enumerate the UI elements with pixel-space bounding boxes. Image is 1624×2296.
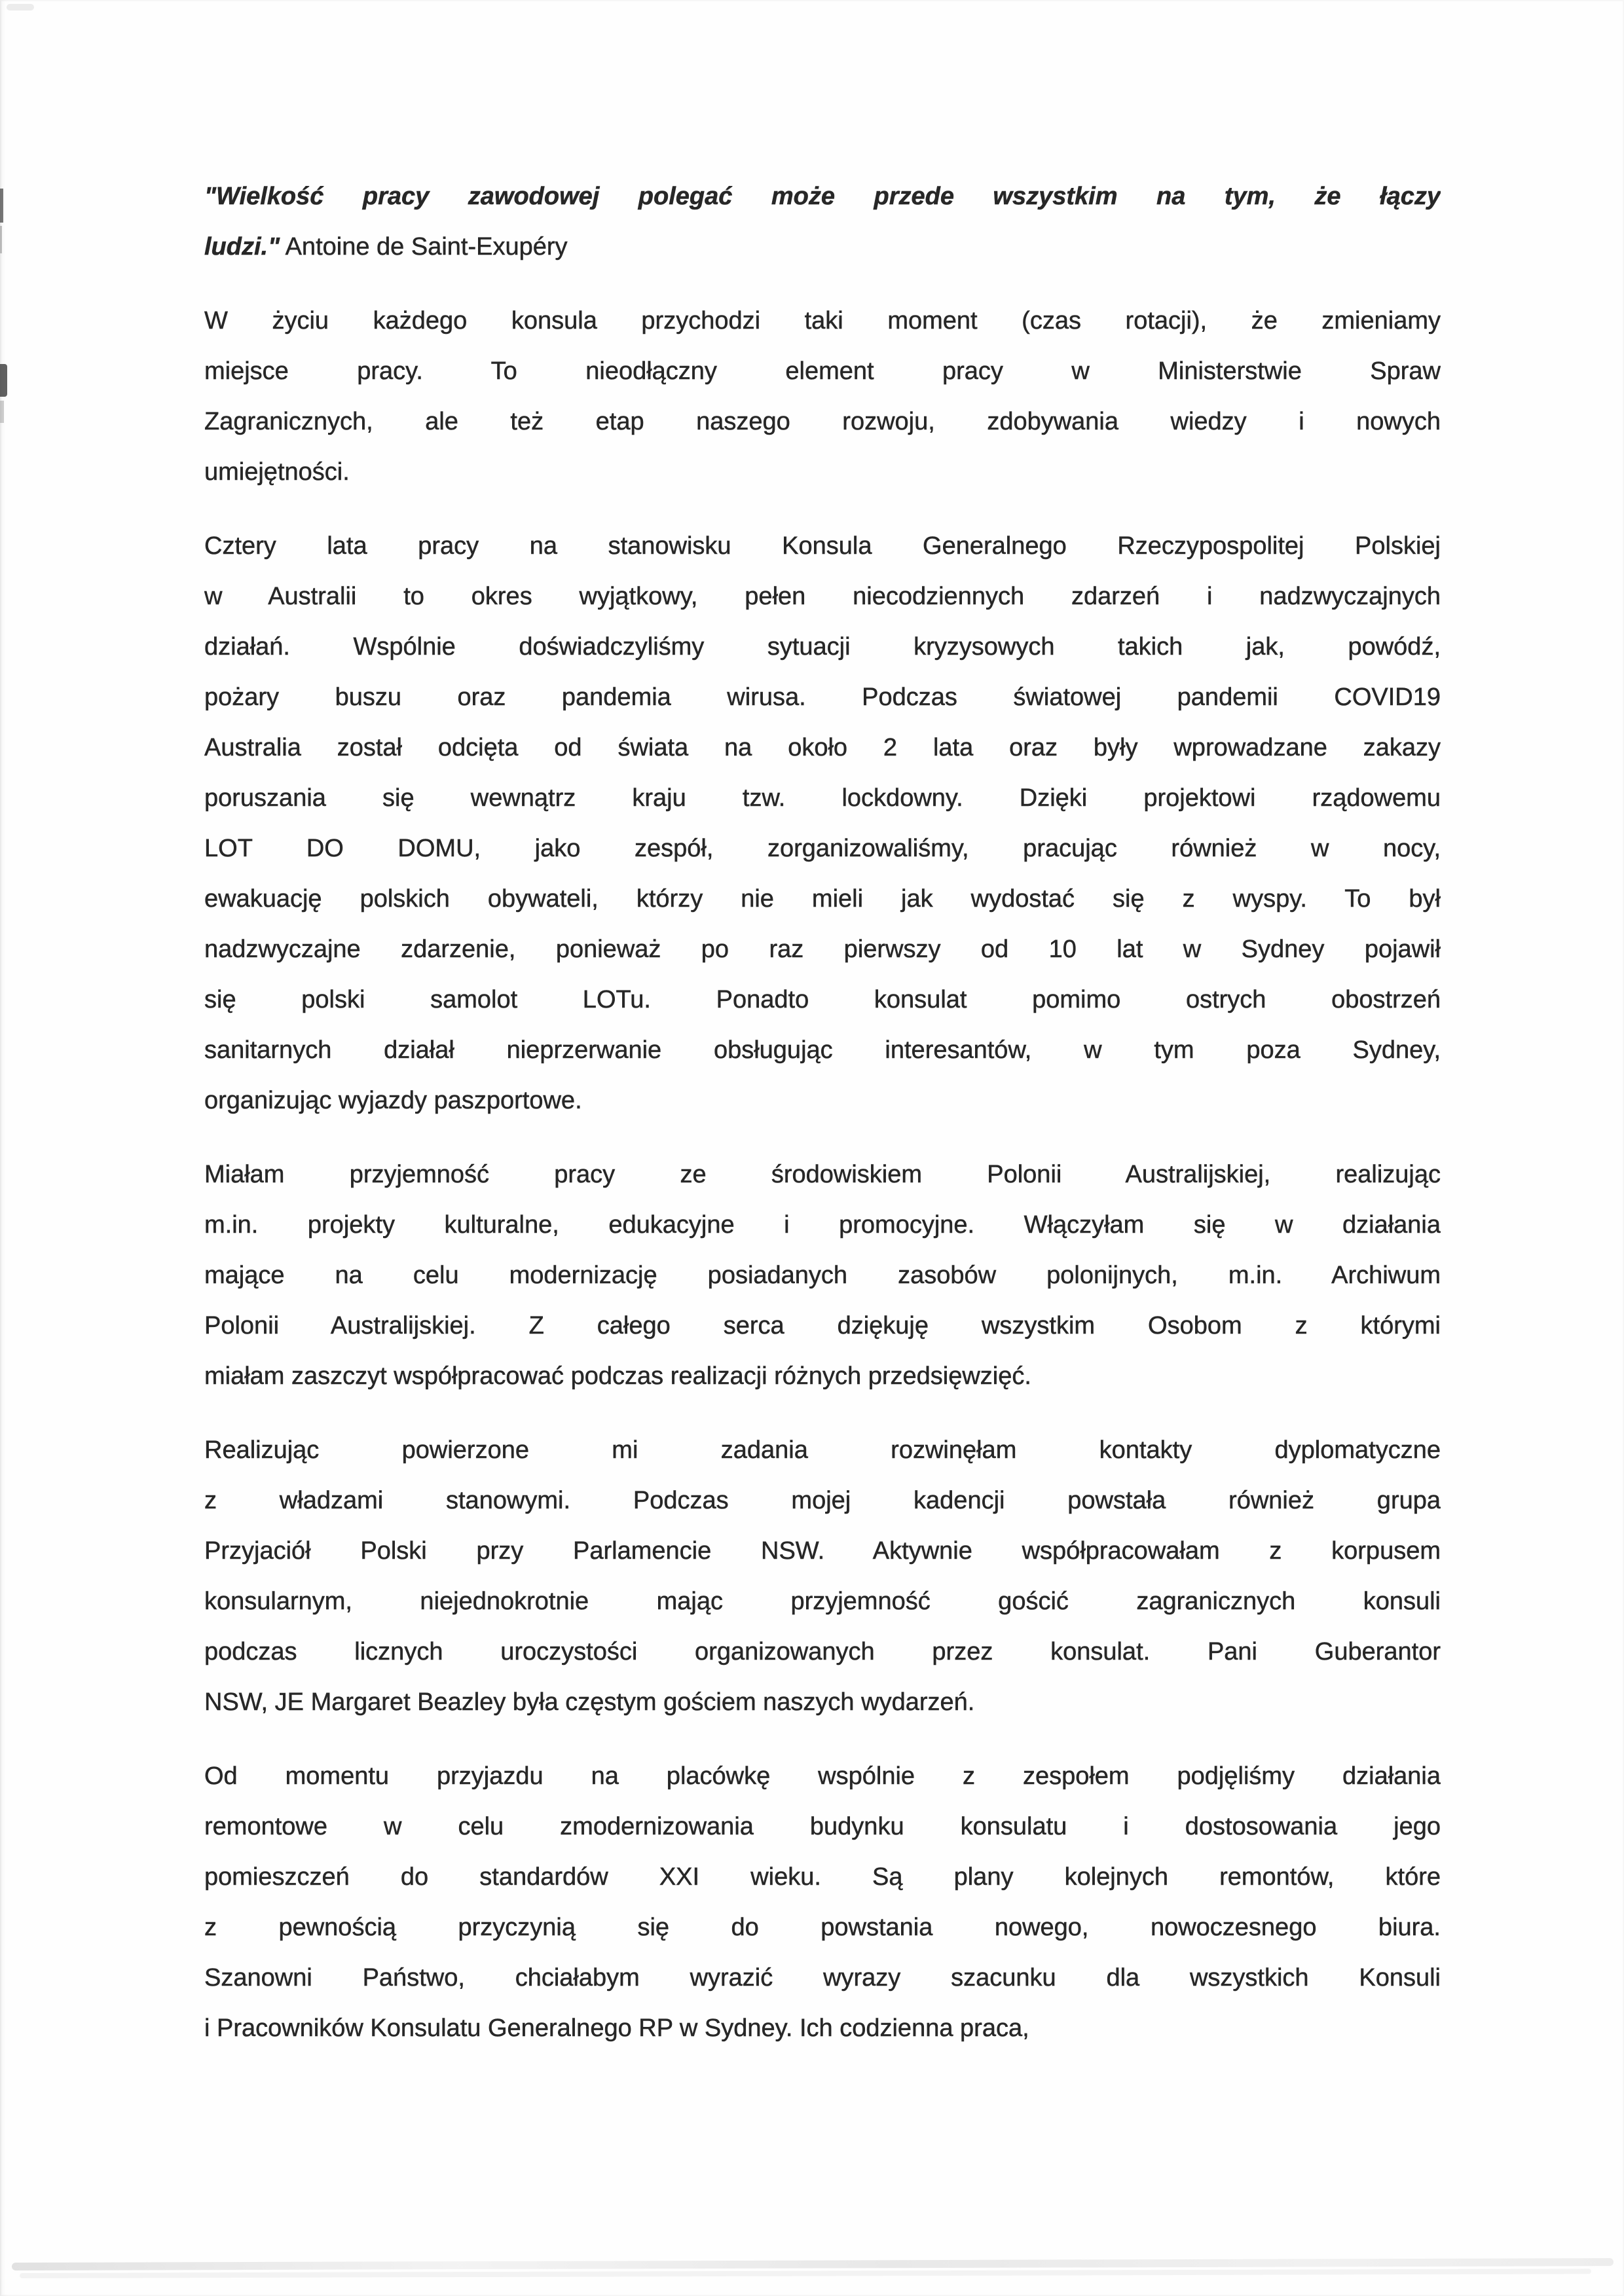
text-run: miałam zaszczyt współpracować podczas realizacji różnych przedsięwzięć. bbox=[204, 1362, 1031, 1390]
text-run: pożary buszu oraz pandemia wirusa. Podczas światowej pandemii COVID19 bbox=[204, 683, 1441, 711]
scan-artifact-edge-sliver bbox=[0, 364, 7, 397]
text-line bbox=[204, 975, 1441, 1025]
text-line bbox=[204, 346, 1441, 397]
text-run: Szanowni Państwo, chciałabym wyrazić wyrazy szacunku dla wszystkich Konsuli bbox=[204, 1964, 1441, 1992]
text-run: z pewnością przyczynią się do powstania nowego, nowoczesnego biura. bbox=[204, 1914, 1441, 1941]
text-line bbox=[204, 1751, 1441, 1802]
document-text-block bbox=[204, 172, 1441, 2054]
text-run: remontowe w celu zmodernizowania budynku konsulatu i dostosowania jego bbox=[204, 1813, 1441, 1840]
text-run: podczas licznych uroczystości organizowanych przez konsulat. Pani Guberantor bbox=[204, 1638, 1441, 1666]
text-line bbox=[204, 2003, 1441, 2054]
text-line bbox=[204, 824, 1441, 874]
text-line bbox=[204, 1425, 1441, 1476]
text-line bbox=[204, 296, 1441, 346]
text-run: się polski samolot LOTu. Ponadto konsulat pomimo ostrych obostrzeń bbox=[204, 986, 1441, 1013]
text-line bbox=[204, 924, 1441, 975]
scan-artifact-bottom-streak bbox=[12, 2258, 1614, 2270]
text-run: W życiu każdego konsula przychodzi taki moment (czas rotacji), że zmieniamy bbox=[204, 307, 1441, 335]
text-run: Cztery lata pracy na stanowisku Konsula Generalnego Rzeczypospolitej Polskiej bbox=[204, 532, 1441, 560]
text-run: z władzami stanowymi. Podczas mojej kadencji powstała również grupa bbox=[204, 1487, 1441, 1514]
text-line bbox=[204, 1200, 1441, 1250]
text-run: Miałam przyjemność pracy ze środowiskiem Polonii Australijskiej, realizując bbox=[204, 1161, 1441, 1188]
text-line bbox=[204, 1150, 1441, 1200]
text-line bbox=[204, 1476, 1441, 1526]
text-run: Od momentu przyjazdu na placówkę wspólnie z zespołem podjęliśmy działania bbox=[204, 1762, 1441, 1790]
text-run: ewakuację polskich obywateli, którzy nie mieli jak wydostać się z wyspy. To był bbox=[204, 885, 1441, 913]
text-line bbox=[204, 1526, 1441, 1576]
text-run: Przyjaciół Polski przy Parlamencie NSW. Aktywnie współpracowałam z korpusem bbox=[204, 1537, 1441, 1565]
text-line bbox=[204, 1802, 1441, 1852]
text-line bbox=[204, 622, 1441, 672]
quote-paragraph bbox=[204, 172, 1441, 272]
text-line bbox=[204, 1301, 1441, 1351]
text-run: w Australii to okres wyjątkowy, pełen niecodziennych zdarzeń i nadzwyczajnych bbox=[204, 583, 1441, 610]
paragraph-rotation bbox=[204, 296, 1441, 498]
text-run: pomieszczeń do standardów XXI wieku. Są plany kolejnych remontów, które bbox=[204, 1863, 1441, 1891]
scan-artifact-edge-sliver bbox=[0, 189, 3, 223]
paragraph-polonia bbox=[204, 1150, 1441, 1402]
text-line bbox=[204, 1576, 1441, 1627]
text-line bbox=[204, 1953, 1441, 2003]
text-run: organizując wyjazdy paszportowe. bbox=[204, 1087, 582, 1114]
quote-text-run: "Wielkość pracy zawodowej polegać może przede wszystkim na tym, że łączy bbox=[204, 183, 1441, 210]
text-run: Realizując powierzone mi zadania rozwinęłam kontakty dyplomatyczne bbox=[204, 1436, 1441, 1464]
text-line bbox=[204, 447, 1441, 498]
text-line bbox=[204, 723, 1441, 773]
text-run: NSW, JE Margaret Beazley była częstym gościem naszych wydarzeń. bbox=[204, 1688, 975, 1716]
text-line bbox=[204, 874, 1441, 924]
text-line bbox=[204, 572, 1441, 622]
scan-artifact-edge-sliver bbox=[0, 401, 4, 423]
text-line bbox=[204, 172, 1441, 222]
text-line bbox=[204, 1250, 1441, 1301]
text-run: m.in. projekty kulturalne, edukacyjne i promocyjne. Włączyłam się w działania bbox=[204, 1211, 1441, 1239]
text-line bbox=[204, 222, 1441, 272]
scan-artifact-edge-sliver bbox=[0, 226, 2, 253]
text-run: Antoine de Saint-Exupéry bbox=[280, 233, 568, 261]
text-run: konsularnym, niejednokrotnie mając przyjemność gościć zagranicznych konsuli bbox=[204, 1588, 1441, 1615]
text-run: umiejętności. bbox=[204, 458, 350, 486]
text-line bbox=[204, 1076, 1441, 1126]
text-run: i Pracowników Konsulatu Generalnego RP w Sydney. Ich codzienna praca, bbox=[204, 2014, 1029, 2042]
text-run: miejsce pracy. To nieodłączny element pracy w Ministerstwie Spraw bbox=[204, 357, 1441, 385]
text-line bbox=[204, 1677, 1441, 1728]
text-line bbox=[204, 672, 1441, 723]
text-line bbox=[204, 1852, 1441, 1903]
text-line bbox=[204, 1903, 1441, 1953]
scan-artifact-corner-mark bbox=[7, 4, 34, 10]
text-run: Zagranicznych, ale też etap naszego rozwoju, zdobywania wiedzy i nowych bbox=[204, 408, 1441, 435]
text-run: LOT DO DOMU, jako zespół, zorganizowaliśmy, pracując również w nocy, bbox=[204, 835, 1441, 862]
text-run: nadzwyczajne zdarzenie, ponieważ po raz pierwszy od 10 lat w Sydney pojawił bbox=[204, 936, 1441, 963]
text-run: poruszania się wewnątrz kraju tzw. lockdowny. Dzięki projektowi rządowemu bbox=[204, 784, 1441, 812]
text-line bbox=[204, 1025, 1441, 1076]
scan-artifact-bottom-streak bbox=[20, 2269, 1591, 2278]
quote-text-run: ludzi." bbox=[204, 233, 280, 261]
text-run: Polonii Australijskiej. Z całego serca dziękuję wszystkim Osobom z którymi bbox=[204, 1312, 1441, 1339]
text-run: mające na celu modernizację posiadanych zasobów polonijnych, m.in. Archiwum bbox=[204, 1262, 1441, 1289]
text-run: Australia został odcięta od świata na około 2 lata oraz były wprowadzane zakazy bbox=[204, 734, 1441, 761]
text-run: sanitarnych działał nieprzerwanie obsługując interesantów, w tym poza Sydney, bbox=[204, 1036, 1441, 1064]
text-line bbox=[204, 521, 1441, 572]
paragraph-four-years bbox=[204, 521, 1441, 1126]
text-line bbox=[204, 773, 1441, 824]
paragraph-renovation bbox=[204, 1751, 1441, 2054]
text-line bbox=[204, 1351, 1441, 1402]
paragraph-diplomacy bbox=[204, 1425, 1441, 1728]
text-line bbox=[204, 397, 1441, 447]
text-line bbox=[204, 1627, 1441, 1677]
text-run: działań. Wspólnie doświadczyliśmy sytuacji kryzysowych takich jak, powódź, bbox=[204, 633, 1441, 661]
